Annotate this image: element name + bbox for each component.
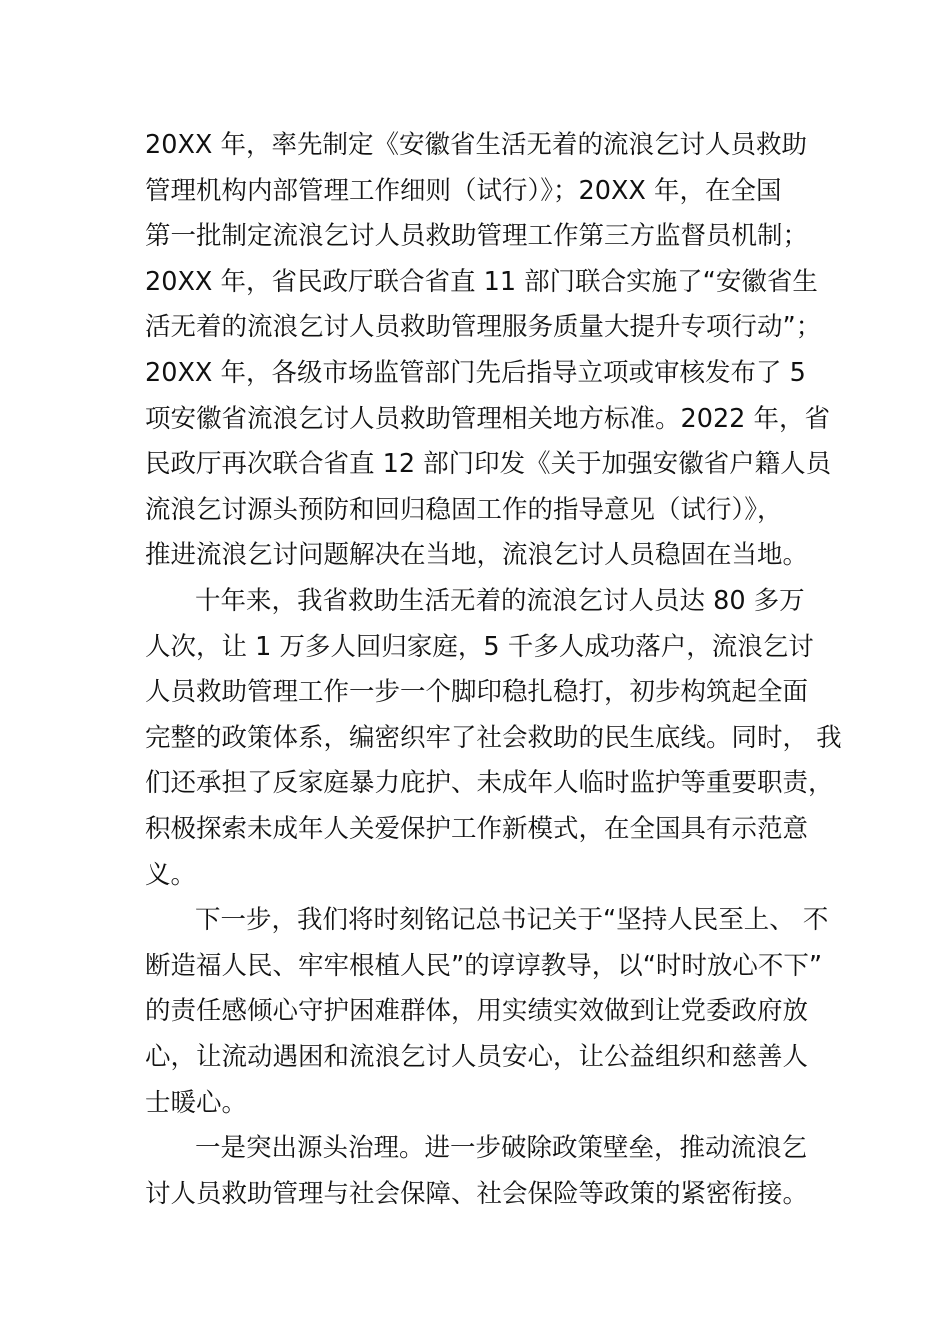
text-line: 20XX 年，省民政厅联合省直 11 部门联合实施了“安徽省生 — [145, 267, 818, 297]
text-line: 们还承担了反家庭暴力庇护、未成年人临时监护等重要职责， — [145, 768, 834, 798]
text-line: 人次，让 1 万多人回归家庭，5 千多人成功落户，流浪乞讨 — [145, 632, 814, 662]
text-line: 义。 — [145, 860, 197, 890]
text-line: 流浪乞讨源头预防和回归稳固工作的指导意见（试行）》， — [145, 495, 783, 525]
text-line: 第一批制定流浪乞讨人员救助管理工作第三方监督员机制； — [145, 221, 809, 251]
paragraph-start-line: 一是突出源头治理。进一步破除政策壁垒，推动流浪乞 — [195, 1133, 808, 1163]
text-line: 积极探索未成年人关爱保护工作新模式，在全国具有示范意 — [145, 814, 809, 844]
text-line: 心，让流动遇困和流浪乞讨人员安心，让公益组织和慈善人 — [145, 1042, 809, 1072]
text-line: 20XX 年，率先制定《安徽省生活无着的流浪乞讨人员救助 — [145, 130, 807, 160]
text-line: 人员救助管理工作一步一个脚印稳扎稳打，初步构筑起全面 — [145, 677, 809, 707]
paragraph-start-line: 下一步，我们将时刻铭记总书记关于“坚持人民至上、 不 — [195, 905, 829, 935]
text-line: 完整的政策体系，编密织牢了社会救助的民生底线。同时， 我 — [145, 723, 842, 753]
paragraph-start-line: 十年来，我省救助生活无着的流浪乞讨人员达 80 多万 — [195, 586, 805, 616]
text-line: 讨人员救助管理与社会保障、社会保险等政策的紧密衔接。 — [145, 1179, 809, 1209]
text-line: 推进流浪乞讨问题解决在当地，流浪乞讨人员稳固在当地。 — [145, 540, 809, 570]
text-line: 士暖心。 — [145, 1088, 248, 1118]
text-line: 的责任感倾心守护困难群体，用实绩实效做到让党委政府放 — [145, 996, 809, 1026]
text-line: 管理机构内部管理工作细则（试行）》；20XX 年，在全国 — [145, 176, 782, 206]
text-line: 断造福人民、牢牢根植人民”的谆谆教导，以“时时放心不下” — [145, 951, 823, 981]
text-line: 20XX 年，各级市场监管部门先后指导立项或审核发布了 5 — [145, 358, 806, 388]
text-line: 项安徽省流浪乞讨人员救助管理相关地方标准。2022 年，省 — [145, 404, 831, 434]
text-line: 民政厅再次联合省直 12 部门印发《关于加强安徽省户籍人员 — [145, 449, 832, 479]
text-line: 活无着的流浪乞讨人员救助管理服务质量大提升专项行动”； — [145, 312, 822, 342]
